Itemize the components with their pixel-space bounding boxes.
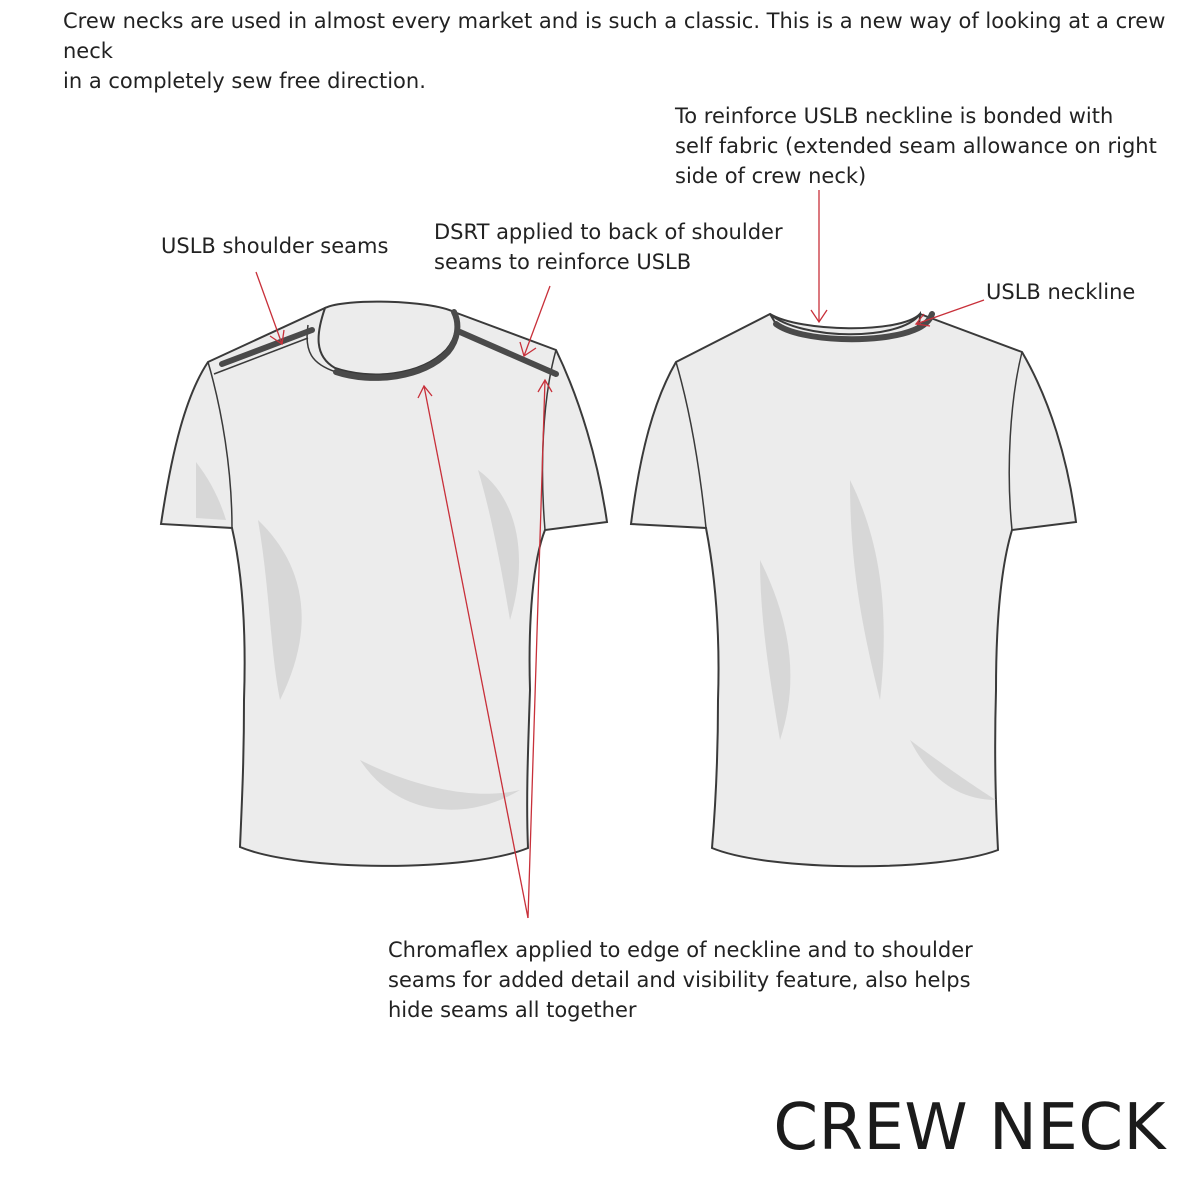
callout-dsrt: DSRT applied to back of shoulder seams to reinforce USLB [434,220,783,274]
page-title: CREW NECK [773,1091,1166,1165]
callout-uslb-shoulder-seams: USLB shoulder seams [161,234,389,258]
callout-reinforce-neckline: To reinforce USLB neckline is bonded with self fabric (extended seam allowance on right side of crew neck) [675,104,1157,188]
front-tshirt [161,302,607,866]
back-tshirt [631,314,1076,866]
callout-uslb-neckline: USLB neckline [986,280,1136,304]
back-tshirt-body [631,314,1076,866]
callout-chromaflex: Chromaflex applied to edge of neckline and to shoulder seams for added detail and visibility feature, also helps hide seams all together [388,938,973,1022]
intro-text: Crew necks are used in almost every market and is such a classic. This is a new way of looking at a crew neck in a completely sew free direction. [63,9,1166,93]
leader-uslb-neckline [916,300,984,324]
